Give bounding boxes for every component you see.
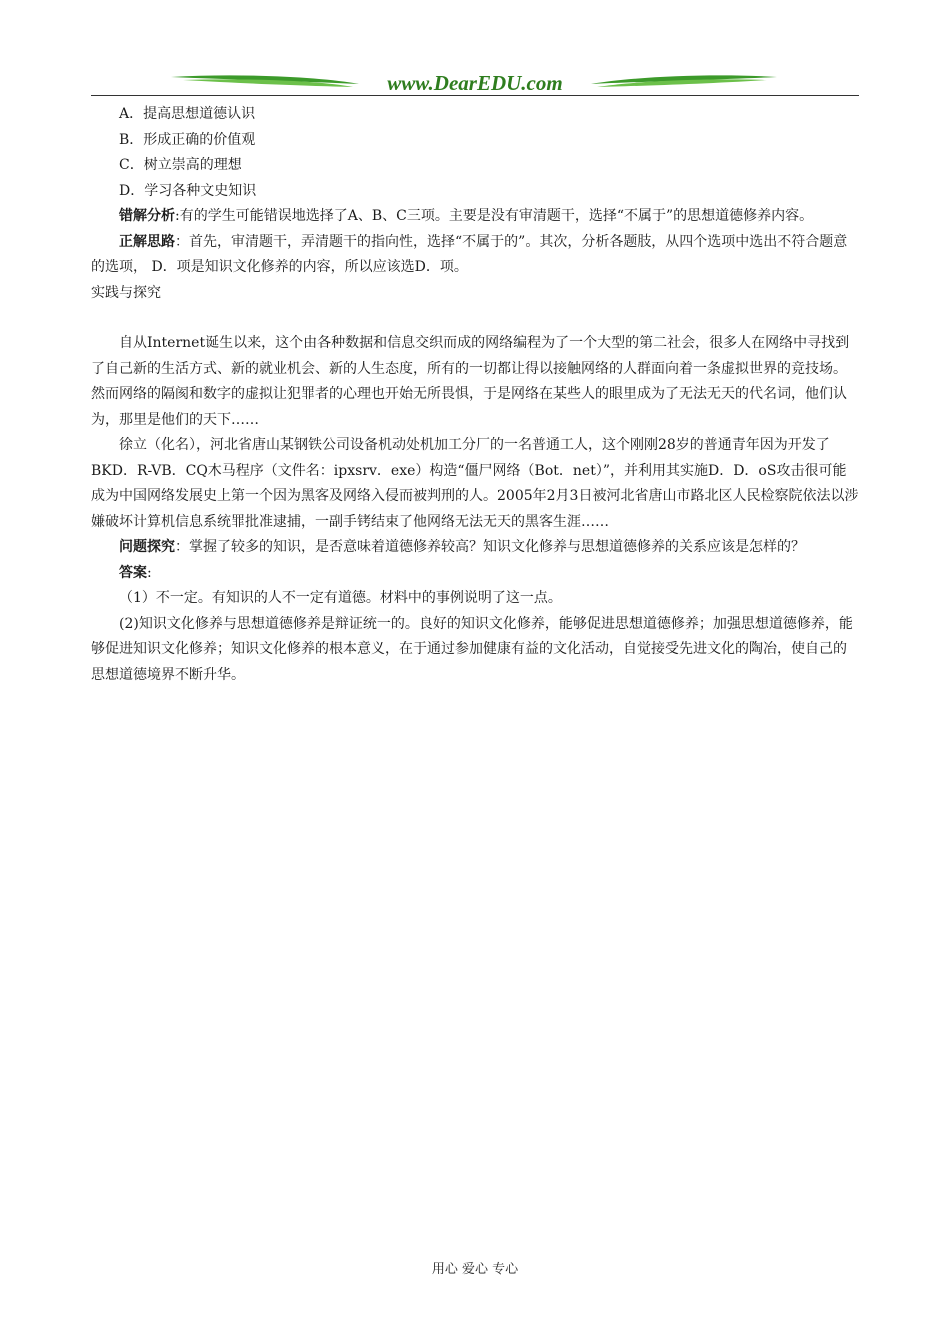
question-text: ：掌握了较多的知识，是否意味着道德修养较高？知识文化修养与思想道德修养的关系应该是怎样的？ [175,539,805,555]
section-title: 实践与探究 [91,284,161,301]
answer-item-2: (2)知识文化修养与思想道德修养是辩证统一的。良好的知识文化修养，能够促进思想道德修养；加强思想道德修养，能够促进知识文化修养；知识文化修养的根本意义，在于通过参加健康有益的文化活动，自觉接受先进文化的陶冶，使自己的思想道德境界不断升华。 [91,615,853,683]
page-footer: 用心 爱心 专心 [431,1262,519,1277]
material-paragraph-2: 徐立（化名），河北省唐山某钢铁公司设备机动处机加工分厂的一名普通工人，这个刚刚28岁的普通青年因为开发了BKD．R-VB．CQ木马程序（文件名：ipxsrv．exe）构造“僵尸网络（Bot．net）”，并利用其实施D．D．oS攻击很可能成为中国网络发展史上第一个因为黑客及网络入侵而被判刑的人。2005年2月3日被河北省唐山市路北区人民检察院依法以涉嫌破坏计算机信息系统罪批准逮捕，一副手铐结束了他网络无法无天的黑客生涯…… [91,437,859,530]
question-paragraph [91,535,859,561]
option-d: D．学习各种文史知识 [119,182,257,199]
spacer [91,306,859,331]
answer-label: 答案 [119,564,147,581]
correct-approach-paragraph [91,230,859,281]
page-header [91,68,859,98]
error-analysis-label: 错解分析 [119,208,175,224]
option-b: B．形成正确的价值观 [119,131,256,148]
answer-colon: : [147,564,152,581]
answer-item-1: （1）不一定。有知识的人不一定有道德。材料中的事例说明了这一点。 [119,590,562,606]
document-body [91,102,859,688]
correct-approach-label: 正解思路 [119,233,175,250]
header-rule [91,95,859,96]
option-a: A．提高思想道德认识 [119,106,256,122]
question-label: 问题探究 [119,539,175,555]
header-banner-logo [91,68,859,98]
brand-logo-text: www.DearEDU.com [387,71,563,95]
error-analysis-paragraph [91,204,859,230]
material-paragraph-1: 自从Internet诞生以来，这个由各种数据和信息交织而成的网络编程为了一个大型的第二社会，很多人在网络中寻找到了自己新的生活方式、新的就业机会、新的人生态度，所有的一切都让得以接触网络的人群面向着一条虚拟世界的竞技场。然而网络的隔阂和数字的虚拟让犯罪者的心理也开始无所畏惧，于是网络在某些人的眼里成为了无法无天的代名词，他们认为，那里是他们的天下…… [91,335,850,428]
error-analysis-text: :有的学生可能错误地选择了A、B、C三项。主要是没有审清题干，选择“不属于”的思想道德修养内容。 [175,208,814,224]
correct-approach-text: ：首先，审清题干，弄清题干的指向性，选择“不属于的”。其次，分析各题肢，从四个选项中选出不符合题意的选项， D．项是知识文化修养的内容，所以应该选D．项。 [91,233,848,275]
answer-heading [91,561,859,587]
option-c: C．树立崇高的理想 [119,157,242,173]
